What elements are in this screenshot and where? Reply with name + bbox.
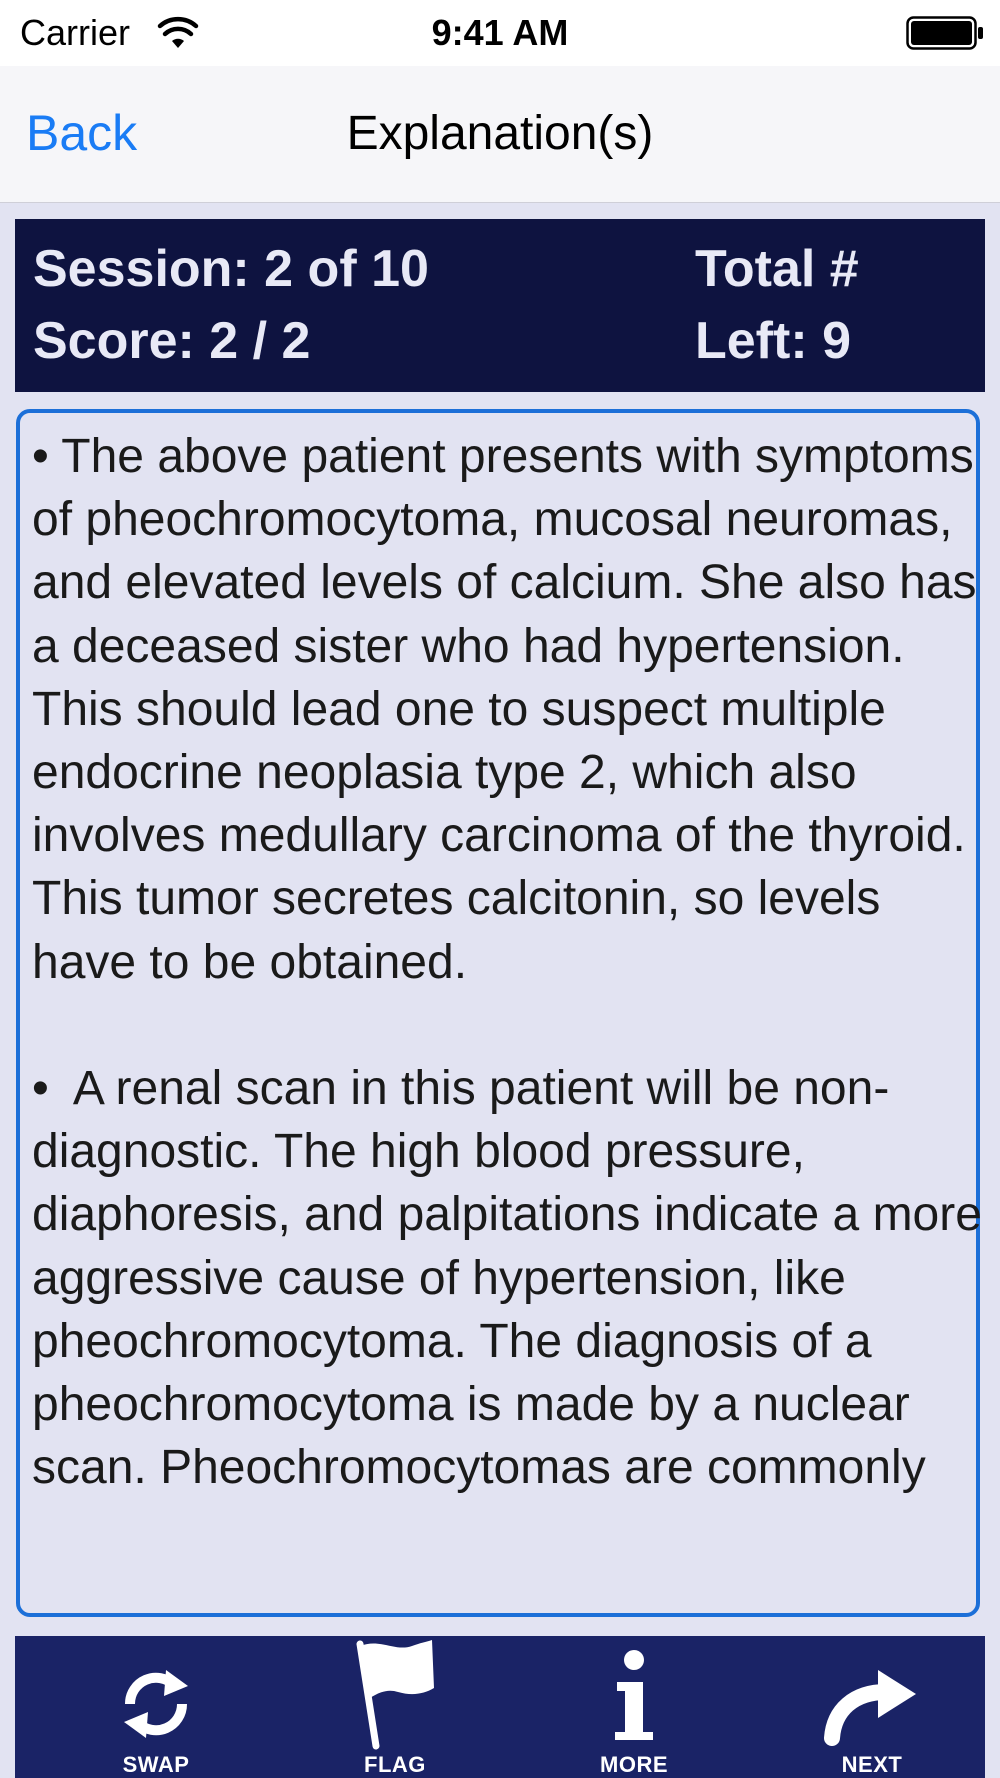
next-button[interactable] (797, 1636, 947, 1778)
session-info-panel (15, 219, 985, 392)
battery-icon (906, 16, 984, 50)
page-title: Explanation(s) (346, 107, 654, 160)
questions-left: Left: 9 (695, 312, 851, 370)
carrier-label: Carrier (20, 12, 131, 53)
status-time: 9:41 AM (431, 12, 569, 53)
more-button[interactable] (559, 1636, 709, 1778)
back-button[interactable]: Back (26, 105, 138, 161)
session-progress: Session: 2 of 10 (33, 240, 429, 298)
flag-button[interactable] (320, 1636, 470, 1778)
status-bar (0, 0, 1000, 66)
more-label: MORE (600, 1752, 668, 1777)
swap-button[interactable] (81, 1636, 231, 1778)
navigation-bar (0, 66, 1000, 203)
swap-label: SWAP (122, 1752, 190, 1777)
score-display: Score: 2 / 2 (33, 312, 311, 370)
next-label: NEXT (841, 1752, 903, 1777)
explanation-text-view[interactable] (16, 409, 980, 1617)
info-icon (609, 1648, 659, 1748)
forward-arrow-icon (826, 1664, 918, 1744)
flag-label: FLAG (364, 1752, 426, 1777)
total-label: Total # (695, 240, 859, 298)
swap-icon (116, 1664, 196, 1744)
bottom-toolbar (15, 1636, 985, 1778)
explanation-text: • The above patient presents with symptoms of pheochromocytoma, mucosal neuromas, and elevated levels of calcium. She also has a deceased sister who had hypertension. This should lead one to suspect multiple endocrine neoplasia type 2, which also involves medullary carcinoma of the thyroid. This tumor secretes calcitonin, so levels have to be obtained. • A renal scan in this patient will be non-diagnostic. The high blood pressure, diaphoresis, and palpitations indicate a more aggressive cause of hypertension, like pheochromocytoma. The diagnosis of a pheochromocytoma is made by a nuclear scan. Pheochromocytomas are commonly (32, 430, 982, 1495)
flag-icon (350, 1638, 440, 1750)
